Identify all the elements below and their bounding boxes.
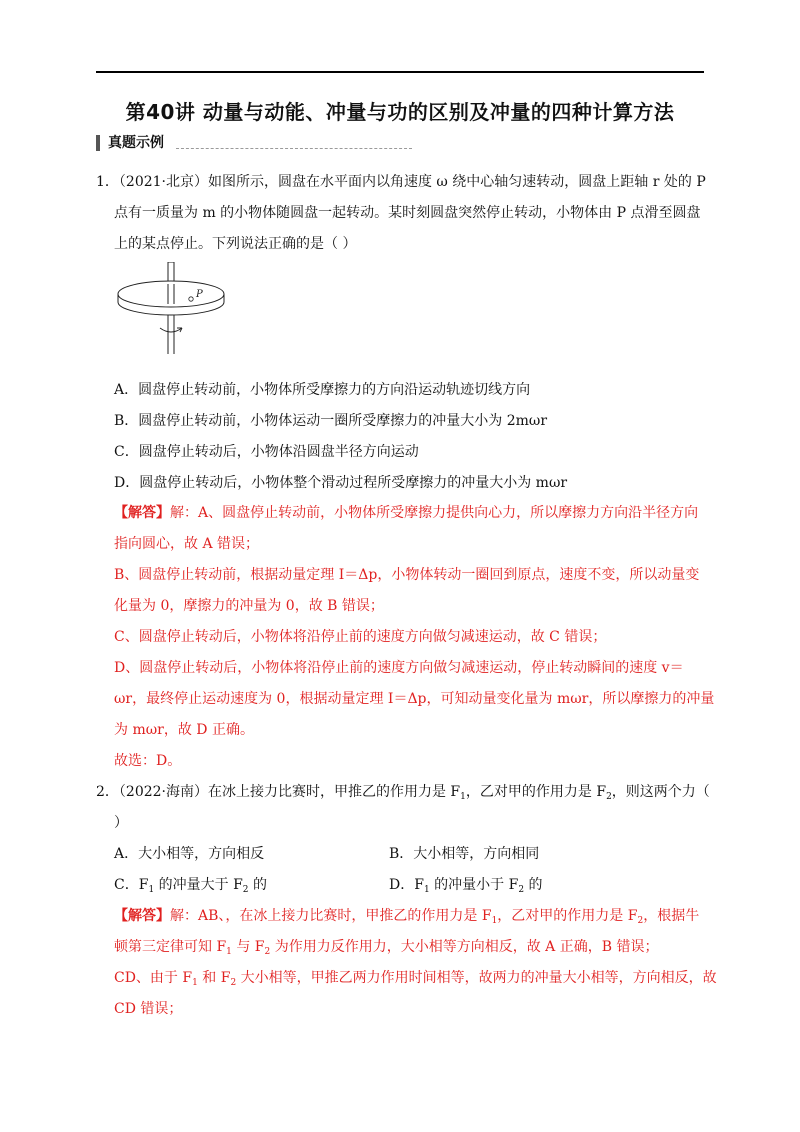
q2-answer-line-2: 顿第三定律可知 $F_1$ 与 $F_2$ 为作用力反作用力，大小相等方向相反，故 A 正确，B 错误； [114, 939, 659, 957]
q1-answer-tag: 【解答】 [114, 505, 170, 521]
q1-option-a: A．圆盘停止转动前，小物体所受摩擦力的方向沿运动轨迹切线方向 [114, 382, 531, 398]
q2-answer-tag: 【解答】 [114, 908, 170, 924]
q1-stem-line-2: 点有一质量为 m 的小物体随圆盘一起转动。某时刻圆盘突然停止转动，小物体由 P 点滑至圆盘 [114, 205, 701, 221]
q2-answer-line-3: CD、由于 $F_1$ 和 $F_2$ 大小相等，甲推乙两力作用时间相等，故两力的冲量大小相等，方向相反，故 [114, 970, 717, 988]
section-heading [96, 134, 416, 154]
q2-answer-line-1: 【解答】解：AB、，在冰上接力比赛时，甲推乙的作用力是 $F_1$，乙对甲的作用力是 $F_2$，根据牛 [114, 908, 700, 926]
q2-stem-line-1: 2．（2022·海南）在冰上接力比赛时，甲推乙的作用力是 $F_1$，乙对甲的作用力是 $F_2$，则这两个力（ [96, 784, 710, 802]
q1-answer-line-2: 指向圆心，故 A 错误； [114, 536, 260, 552]
section-label: 真题示例 [108, 135, 164, 151]
q1-answer-line-7: ωr，最终停止运动速度为 0，根据动量定理 I＝Δp，可知动量变化量为 mωr，所以摩擦力的冲量 [114, 691, 715, 707]
q2-option-d: D．$F_1$ 的冲量小于 $F_2$ 的 [389, 877, 543, 895]
q1-answer-line-3: B、圆盘停止转动前，根据动量定理 I＝Δp，小物体转动一圈回到原点，速度不变，所以动量变 [114, 567, 700, 583]
q2-stem-line-2: ） [114, 815, 128, 831]
point-p-label: P [196, 289, 203, 300]
q1-answer-line-8: 为 mωr，故 D 正确。 [114, 722, 254, 738]
q1-option-c: C．圆盘停止转动后，小物体沿圆盘半径方向运动 [114, 444, 419, 460]
q1-option-b: B．圆盘停止转动前，小物体运动一圈所受摩擦力的冲量大小为 2mωr [114, 413, 548, 429]
q2-option-a: A．大小相等，方向相反 [114, 846, 265, 862]
page-title: 第40讲 动量与动能、冲量与功的区别及冲量的四种计算方法 [125, 100, 675, 124]
q1-answer-line-4: 化量为 0，摩擦力的冲量为 0，故 B 错误； [114, 598, 384, 614]
q2-answer-line-4: CD 错误； [114, 1001, 183, 1017]
section-marker [96, 135, 100, 151]
section-divider [176, 148, 412, 149]
q1-answer-line-5: C、圆盘停止转动后，小物体将沿停止前的速度方向做匀减速运动，故 C 错误； [114, 629, 607, 645]
q2-option-b: B．大小相等，方向相同 [389, 846, 540, 862]
q1-answer-line-1 [114, 503, 698, 523]
q2-option-c: C．$F_1$ 的冲量大于 $F_2$ 的 [114, 877, 267, 895]
q1-answer-line-6: D、圆盘停止转动后，小物体将沿停止前的速度方向做匀减速运动，停止转动瞬间的速度 v＝ [114, 660, 684, 676]
q1-answer-line-9: 故选：D。 [114, 753, 182, 769]
q1-stem-line-1: 1．（2021·北京）如图所示，圆盘在水平面内以角速度 ω 绕中心轴匀速转动，圆盘上距轴 r 处的 P [96, 174, 706, 190]
header-rule [96, 71, 704, 73]
rotating-disc-figure [114, 262, 232, 354]
q1-answer-text: 解：A、圆盘停止转动前，小物体所受摩擦力提供向心力，所以摩擦力方向沿半径方向 [170, 505, 699, 521]
q1-option-d: D．圆盘停止转动后，小物体整个滑动过程所受摩擦力的冲量大小为 mωr [114, 475, 568, 491]
q1-stem-line-3: 上的某点停止。下列说法正确的是（ ） [114, 236, 357, 252]
